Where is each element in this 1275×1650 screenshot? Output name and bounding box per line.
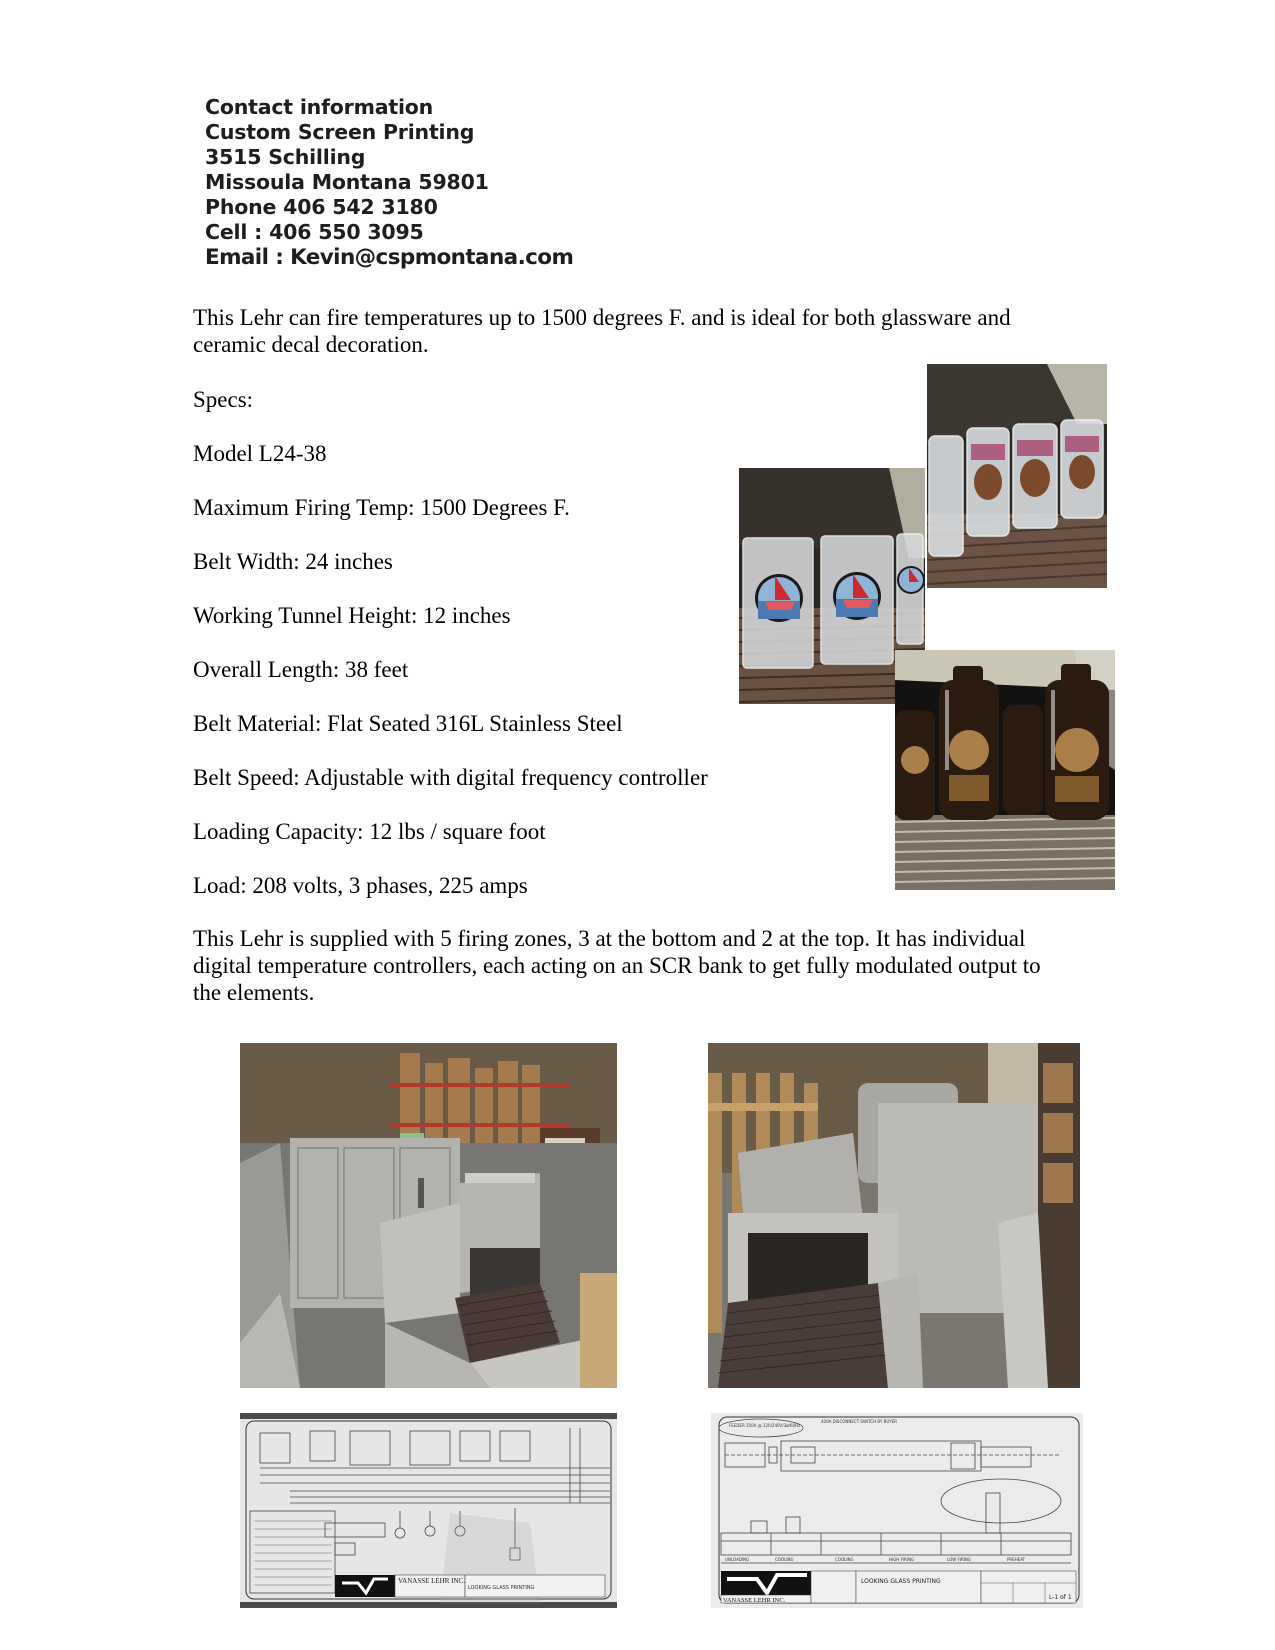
intro-paragraph [193,304,1113,358]
description-line-1: This Lehr is supplied with 5 firing zones, 3 at the bottom and 2 at the top. It has individual [193,926,1026,951]
contact-street: 3515 Schilling [205,145,366,169]
layout-company-label: VANASSE LEHR INC. [723,1597,786,1604]
wiring-diagram-image [240,1413,617,1608]
intro-line-2: ceramic decal decoration. [193,332,429,357]
photo-lehr-loading-end [240,1043,617,1388]
description-line-3: the elements. [193,980,315,1005]
spec-belt-width: Belt Width: 24 inches [193,549,393,574]
wiring-company-label: VANASSE LEHR INC. [398,1577,465,1585]
zone-label-cooling-1: COOLING [775,1557,794,1562]
zone-label-low-firing: LOW FIRING [947,1557,971,1562]
spec-belt-material: Belt Material: Flat Seated 316L Stainless Steel [193,711,623,736]
layout-disconnect-note: 400A DISCONNECT SWITCH BY BUYER [821,1419,898,1424]
specs-heading: Specs: [193,387,254,412]
lehr-layout-drawing-image [711,1413,1083,1608]
zone-label-high-firing: HIGH FIRING [889,1557,915,1562]
photo-lehr-tunnel-entrance [708,1043,1080,1388]
wiring-customer-label: LOOKING GLASS PRINTING [468,1585,535,1591]
spec-tunnel-height: Working Tunnel Height: 12 inches [193,603,511,628]
spec-loading-capacity: Loading Capacity: 12 lbs / square foot [193,819,546,844]
contact-email[interactable]: Email : Kevin@cspmontana.com [205,245,574,270]
contact-heading: Contact information [205,95,434,119]
photo-grizzly-mugs [927,364,1107,588]
layout-sheet-number: L-1 of 1 [1049,1594,1072,1601]
layout-feeder-note: FEEDER 350A @ 120/240V/3ø/60Hz [729,1423,801,1428]
contact-block [205,95,573,270]
contact-city: Missoula Montana 59801 [205,170,489,194]
spec-load: Load: 208 volts, 3 phases, 225 amps [193,873,528,898]
description-paragraph [193,925,1133,1006]
layout-customer-label: LOOKING GLASS PRINTING [861,1578,941,1585]
intro-line-1: This Lehr can fire temperatures up to 1500 degrees F. and is ideal for both glassware and [193,305,1011,330]
spec-overall-length: Overall Length: 38 feet [193,657,409,682]
zone-label-preheat: PREHEAT [1007,1557,1026,1562]
spec-belt-speed: Belt Speed: Adjustable with digital frequency controller [193,765,708,790]
contact-phone: Phone 406 542 3180 [205,195,438,219]
spec-model: Model L24-38 [193,441,327,466]
contact-cell: Cell : 406 550 3095 [205,220,424,244]
contact-company: Custom Screen Printing [205,120,475,144]
zone-label-cooling-2: COOLING [835,1557,854,1562]
zone-label-unloading: UNLOADING [725,1557,750,1562]
description-line-2: digital temperature controllers, each acting on an SCR bank to get fully modulated output to [193,953,1041,978]
photo-growler-bottles [895,650,1115,890]
spec-max-temp: Maximum Firing Temp: 1500 Degrees F. [193,495,570,520]
